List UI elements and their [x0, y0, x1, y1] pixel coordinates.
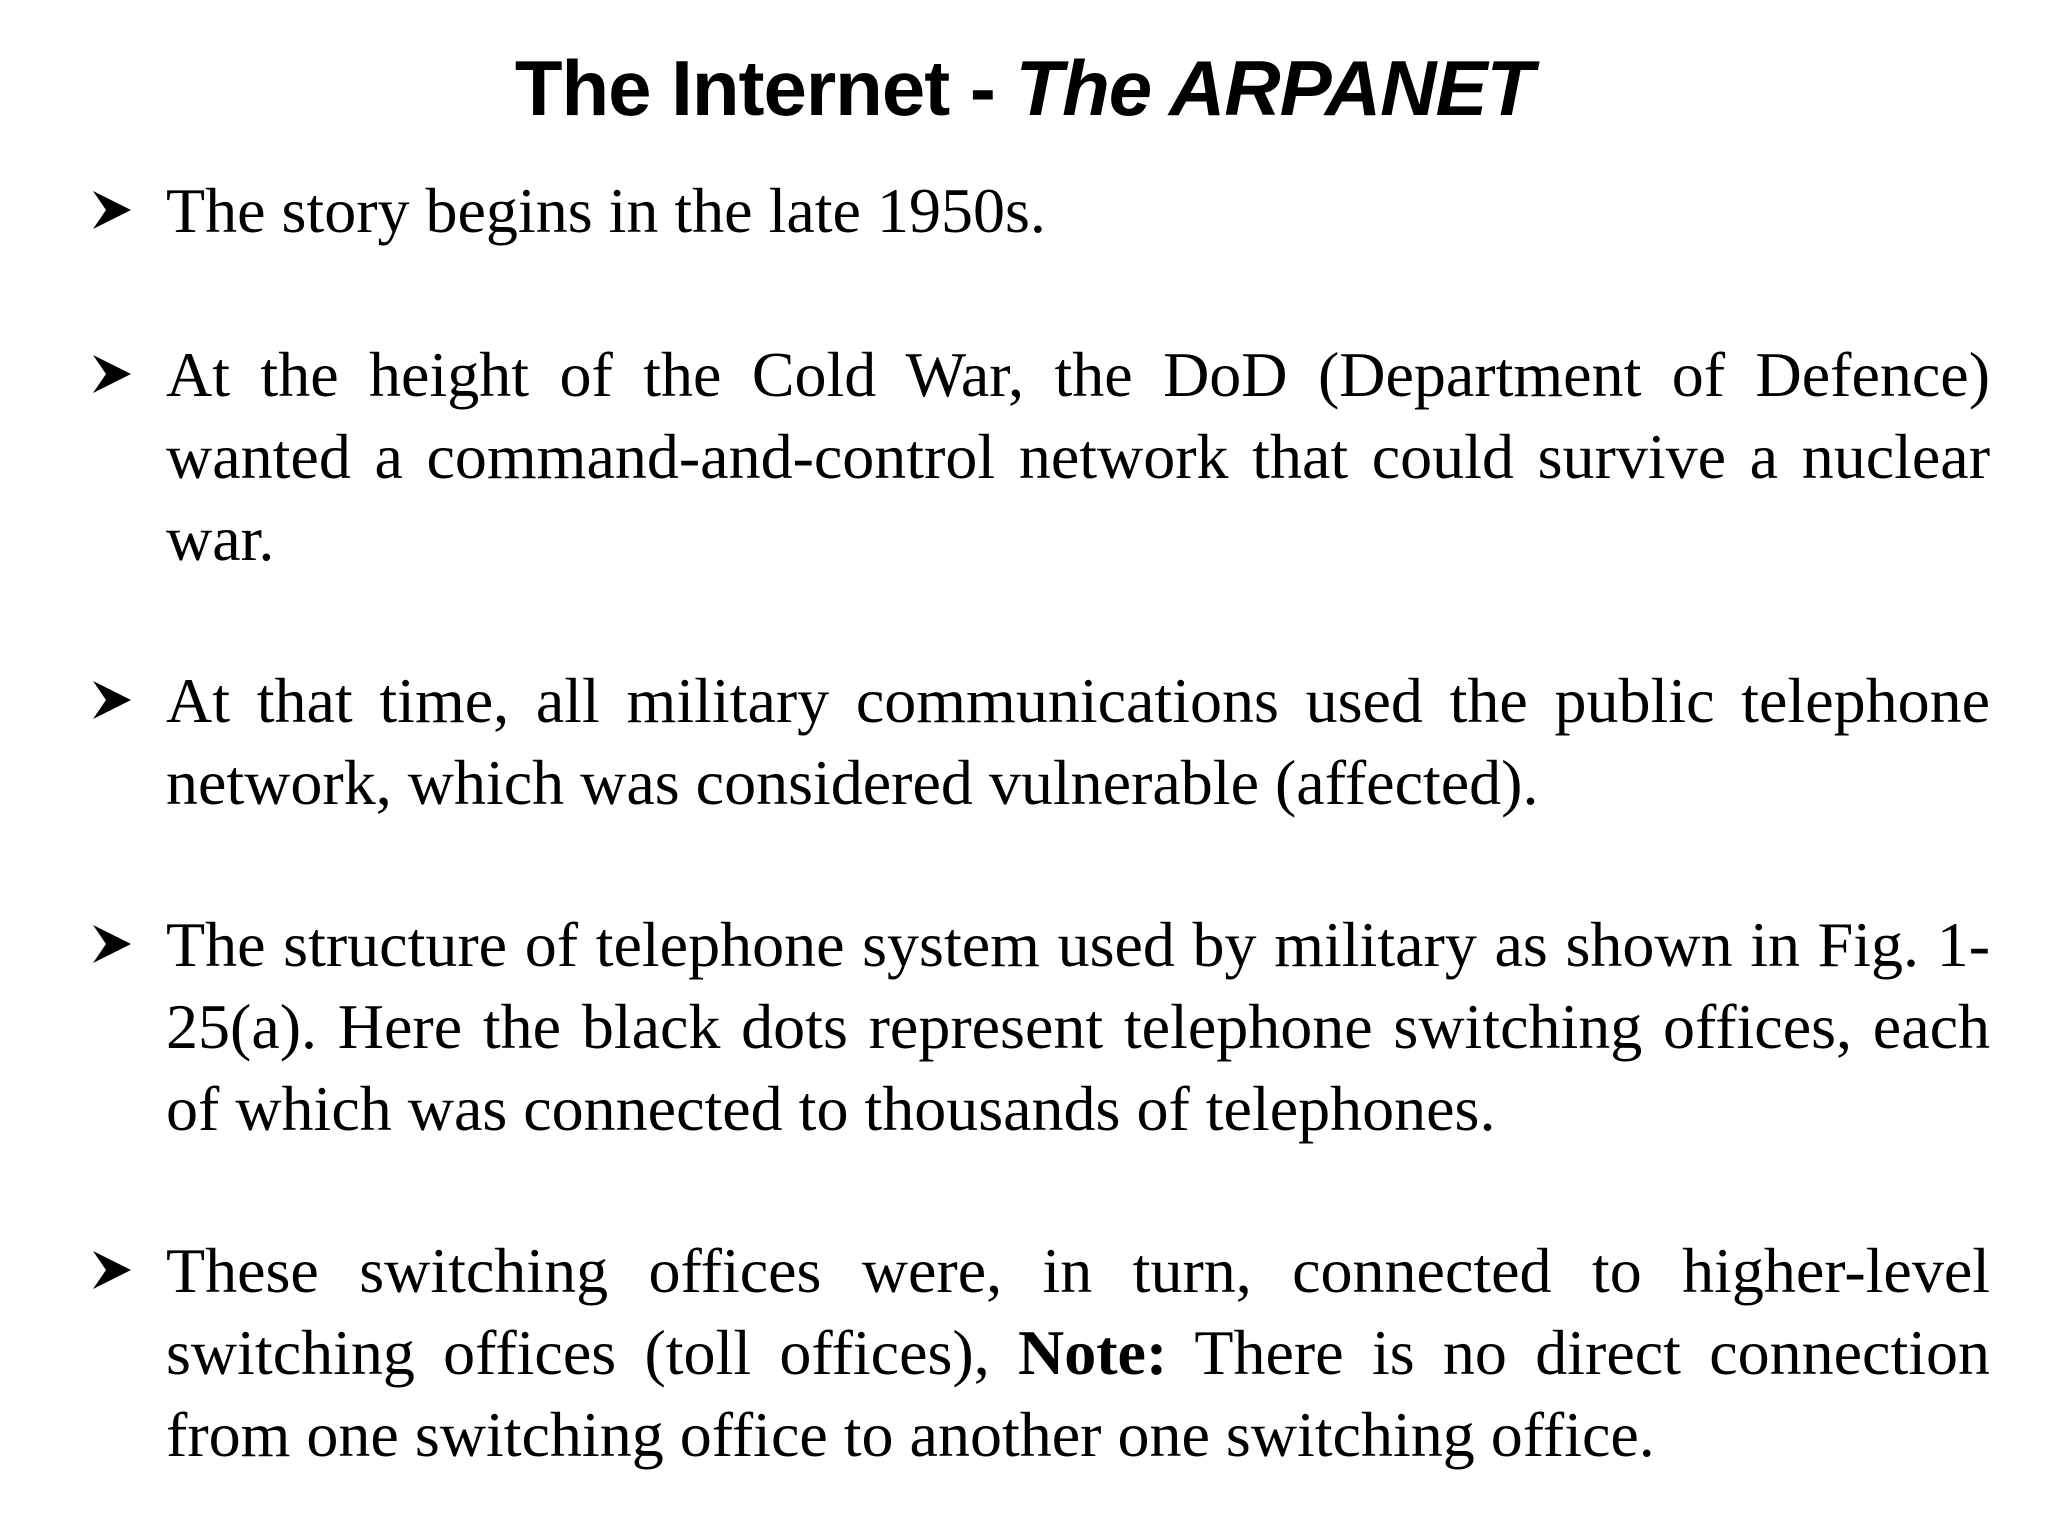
bullet-text: The story begins in the late 1950s.: [166, 175, 1046, 246]
title-main: The Internet -: [514, 44, 1016, 132]
arrowhead-bullet-icon: [90, 922, 134, 966]
bullet-list: [90, 170, 1990, 1536]
bullet-text: The structure of telephone system used by military as shown in Fig. 1-25(a). Here the black dots represent telephone switching offices, each of which was connected to thousands of telephones.: [166, 909, 1990, 1144]
bullet-text-after: There is no direct connection from one switching office to another one switching office.: [166, 1317, 1991, 1470]
bullet-item: [90, 660, 1990, 824]
title-italic: The ARPANET: [1015, 44, 1534, 132]
bullet-text: At that time, all military communications used the public telephone network, which was considered vulnerable (affected).: [166, 665, 1990, 818]
bullet-text: At the height of the Cold War, the DoD (Department of Defence) wanted a command-and-control network that could survive a nuclear war.: [166, 339, 1990, 574]
bullet-item: [90, 1230, 1990, 1476]
note-label: Note:: [1018, 1317, 1168, 1388]
arrowhead-bullet-icon: [90, 352, 134, 396]
bullet-item: [90, 904, 1990, 1150]
bullet-text-before: These switching offices were, in turn, connected to higher-level switching offices (toll offices),: [166, 1235, 1990, 1388]
slide-title: [0, 40, 2048, 136]
arrowhead-bullet-icon: [90, 1248, 134, 1292]
bullet-item: [90, 170, 1990, 252]
bullet-item: [90, 334, 1990, 580]
arrowhead-bullet-icon: [90, 678, 134, 722]
arrowhead-bullet-icon: [90, 188, 134, 232]
